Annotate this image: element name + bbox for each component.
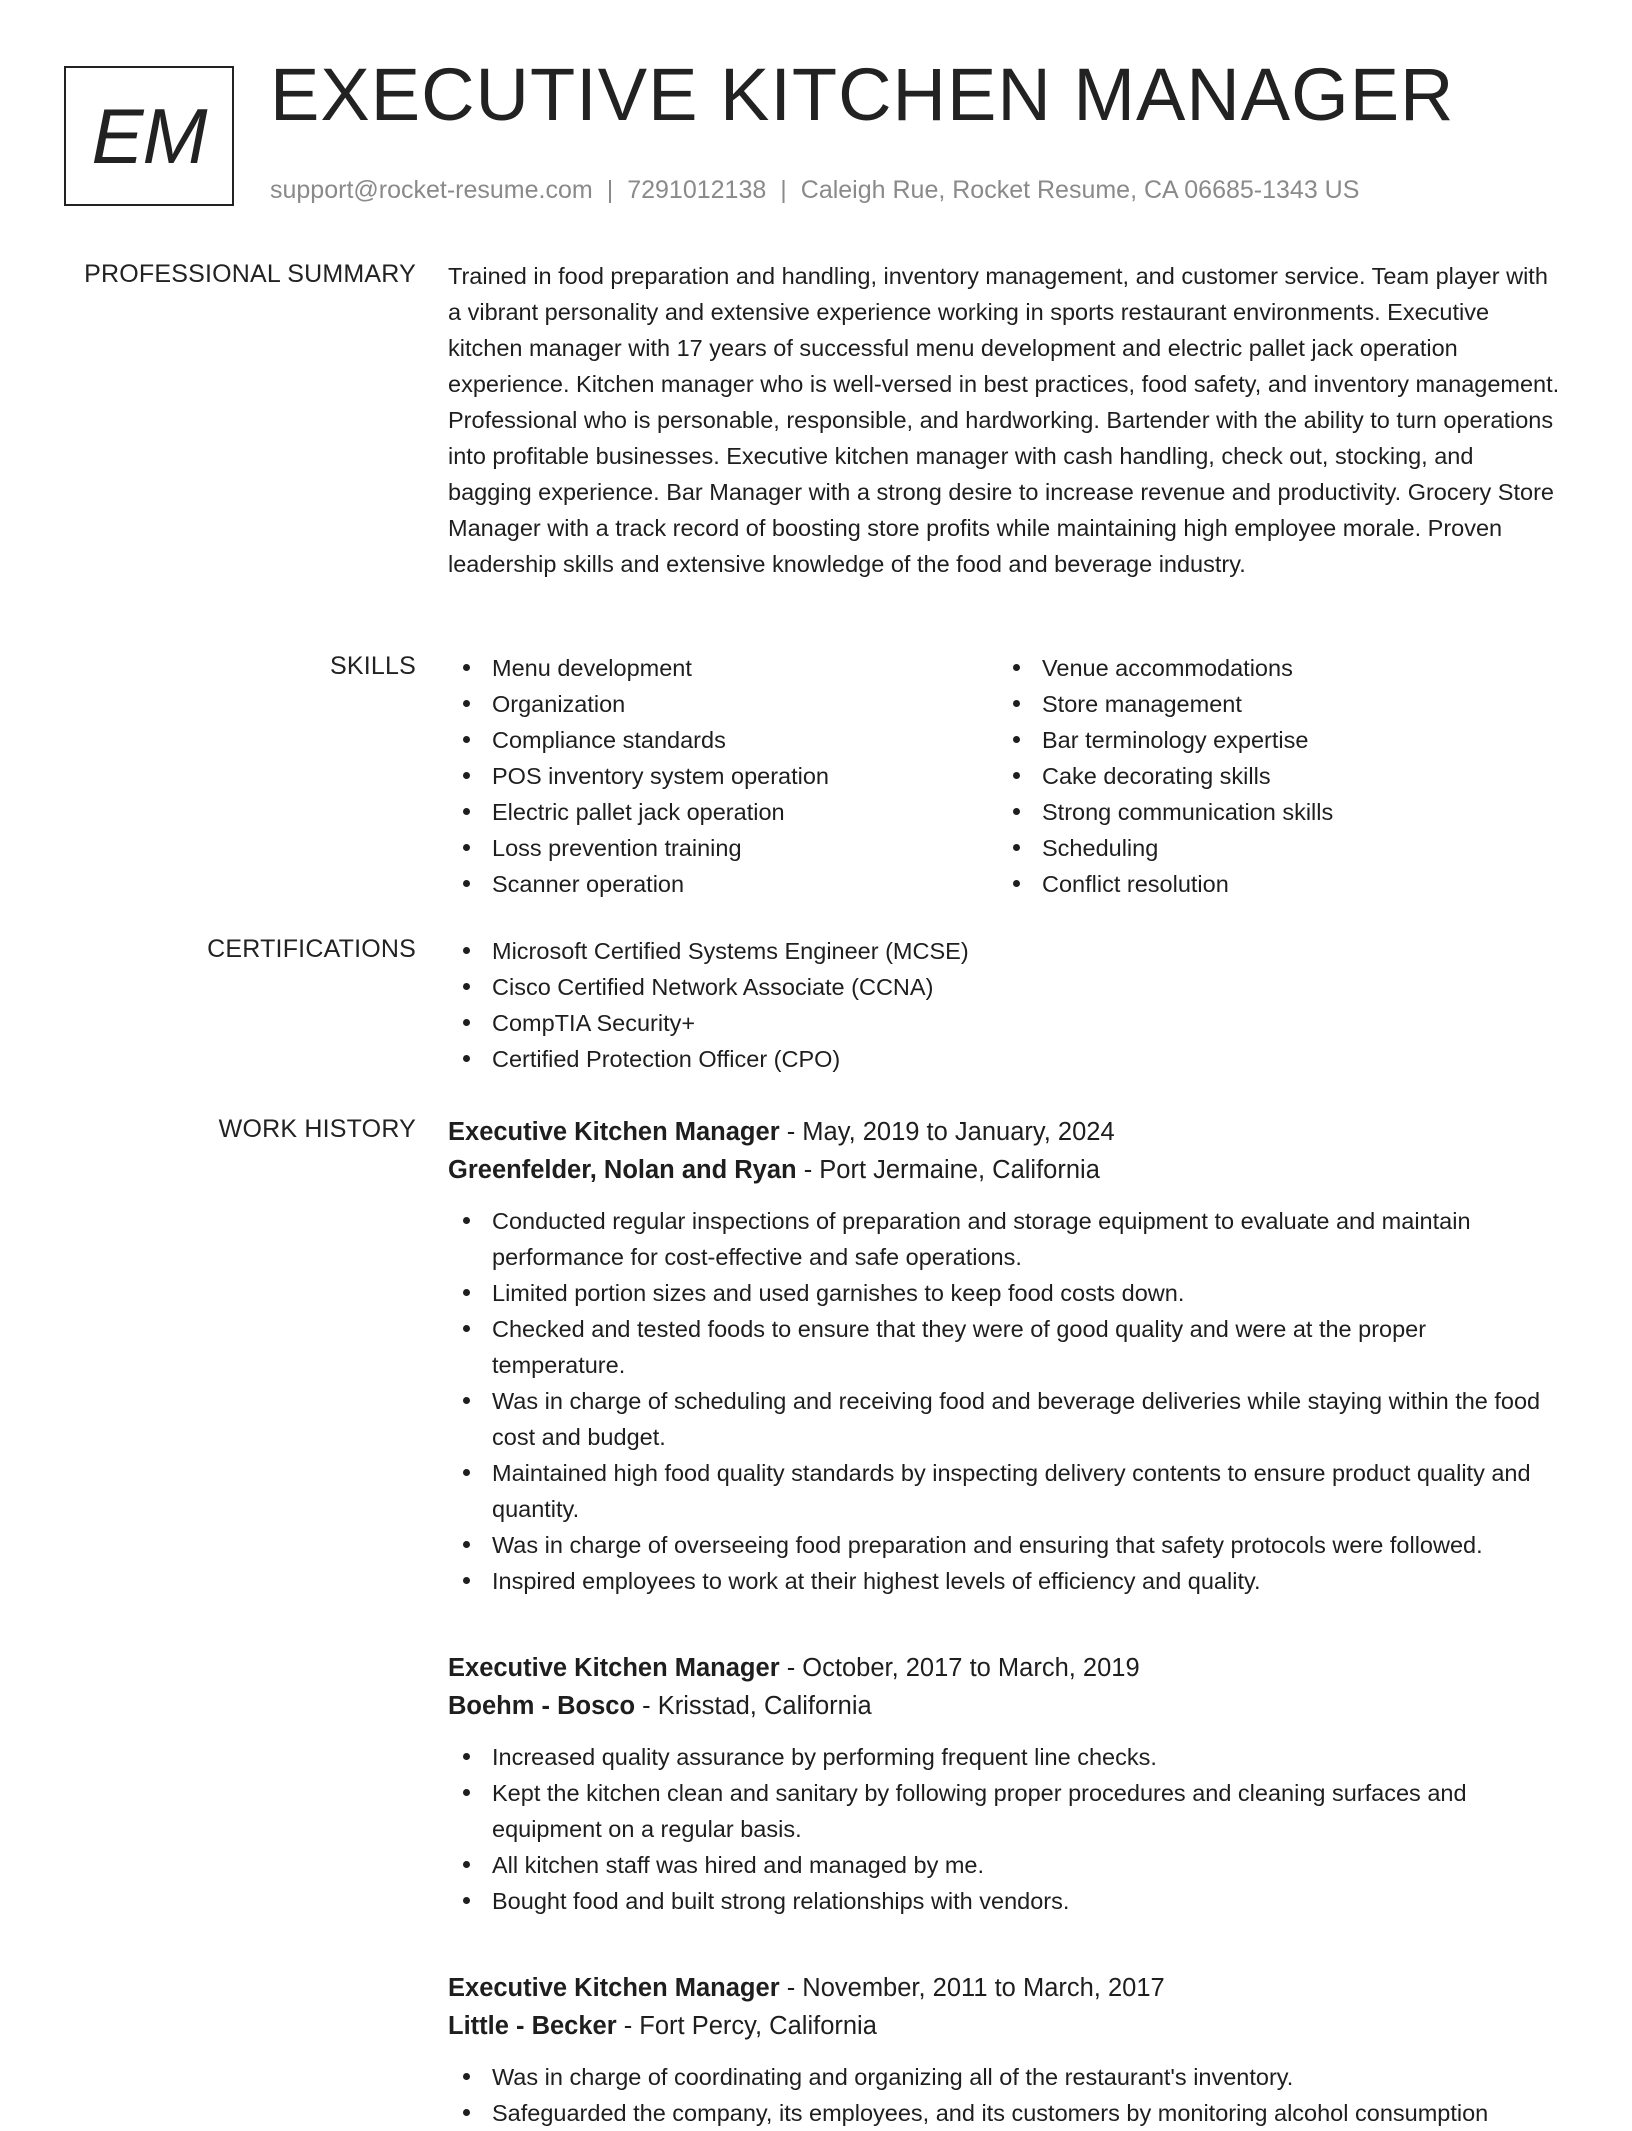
skill-item: POS inventory system operation — [448, 758, 998, 794]
contact-email: support@rocket-resume.com — [270, 176, 593, 204]
job-company-line — [448, 1687, 1563, 1725]
skill-item: Electric pallet jack operation — [448, 794, 998, 830]
job-duty-item: Limited portion sizes and used garnishes to keep food costs down. — [448, 1275, 1563, 1311]
skill-item: Compliance standards — [448, 722, 998, 758]
job-entry — [448, 1649, 1563, 1919]
contact-address: Caleigh Rue, Rocket Resume, CA 06685-1343 US — [800, 176, 1360, 204]
skills-list-right — [998, 650, 1548, 902]
job-duty-item: Checked and tested foods to ensure that they were of good quality and were at the proper temperature. — [448, 1311, 1563, 1383]
resume-title: EXECUTIVE KITCHEN MANAGER — [270, 53, 1455, 136]
skill-item: Bar terminology expertise — [998, 722, 1548, 758]
job-dates: - November, 2011 to March, 2017 — [779, 1974, 1165, 2002]
certification-item: Certified Protection Officer (CPO) — [448, 1041, 1563, 1077]
job-title: Executive Kitchen Manager — [448, 1654, 780, 1682]
skill-item: Strong communication skills — [998, 794, 1548, 830]
skill-item: Venue accommodations — [998, 650, 1548, 686]
job-company-line — [448, 1151, 1563, 1189]
skills-body — [448, 650, 1563, 902]
job-duty-item: Maintained high food quality standards by inspecting delivery contents to ensure product quality and quantity. — [448, 1455, 1563, 1527]
section-label-certifications: CERTIFICATIONS — [207, 935, 416, 963]
job-duties-list — [448, 1739, 1563, 1919]
skill-item: Cake decorating skills — [998, 758, 1548, 794]
section-label-work-history: WORK HISTORY — [218, 1115, 416, 1143]
job-dates: - October, 2017 to March, 2019 — [779, 1654, 1140, 1682]
certifications-body — [448, 933, 1563, 1077]
job-company: Greenfelder, Nolan and Ryan — [448, 1156, 797, 1184]
summary-text: Trained in food preparation and handling, inventory management, and customer service. Team player with a vibrant personality and extensive experience working in sports restaurant environments. Executive kitchen manager with 17 years of successful menu development and electric pallet jack operation experience. Kitchen manager who is well-versed in best practices, food safety, and inventory management. Professional who is personable, responsible, and hardworking. Bartender with the ability to turn operations into profitable businesses. Executive kitchen manager with cash handling, check out, stocking, and bagging experience. Bar Manager with a strong desire to increase revenue and productivity. Grocery Store Manager with a track record of boosting store profits while maintaining high employee morale. Proven leadership skills and extensive knowledge of the food and beverage industry. — [448, 263, 1560, 577]
job-location: - Krisstad, California — [635, 1692, 872, 1720]
job-duty-item: Was in charge of scheduling and receiving food and beverage deliveries while staying within the food cost and budget. — [448, 1383, 1563, 1455]
job-dates: - May, 2019 to January, 2024 — [779, 1118, 1115, 1146]
job-duty-item: Bought food and built strong relationships with vendors. — [448, 1883, 1563, 1919]
job-duty-item: All kitchen staff was hired and managed by me. — [448, 1847, 1563, 1883]
job-title-line — [448, 1113, 1563, 1151]
skill-item: Scheduling — [998, 830, 1548, 866]
certification-item: Cisco Certified Network Associate (CCNA) — [448, 969, 1563, 1005]
section-label-summary: PROFESSIONAL SUMMARY — [84, 260, 416, 288]
section-label-skills: SKILLS — [330, 652, 416, 680]
work-history-body — [448, 1113, 1563, 2131]
job-company: Boehm - Bosco — [448, 1692, 636, 1720]
certification-item: Microsoft Certified Systems Engineer (MCSE) — [448, 933, 1563, 969]
job-duty-item: Was in charge of coordinating and organizing all of the restaurant's inventory. — [448, 2059, 1563, 2095]
job-company: Little - Becker — [448, 2012, 617, 2040]
job-location: - Port Jermaine, California — [796, 1156, 1100, 1184]
contact-separator: | — [606, 176, 614, 204]
contact-separator: | — [780, 176, 787, 204]
job-entry — [448, 1969, 1563, 2131]
skill-item: Menu development — [448, 650, 998, 686]
job-title-line — [448, 1969, 1563, 2007]
skill-item: Loss prevention training — [448, 830, 998, 866]
job-duty-item: Safeguarded the company, its employees, and its customers by monitoring alcohol consumption — [448, 2095, 1563, 2131]
monogram-logo: EM — [64, 66, 234, 206]
job-duty-item: Increased quality assurance by performing frequent line checks. — [448, 1739, 1563, 1775]
job-title: Executive Kitchen Manager — [448, 1118, 780, 1146]
skill-item: Organization — [448, 686, 998, 722]
skill-item: Scanner operation — [448, 866, 998, 902]
job-duty-item: Kept the kitchen clean and sanitary by following proper procedures and cleaning surfaces and equipment on a regular basis. — [448, 1775, 1563, 1847]
job-entry — [448, 1113, 1563, 1599]
job-location: - Fort Percy, California — [616, 2012, 877, 2040]
contact-line — [270, 176, 1359, 205]
skill-item: Store management — [998, 686, 1548, 722]
job-company-line — [448, 2007, 1563, 2045]
summary-body — [448, 258, 1563, 582]
skill-item: Conflict resolution — [998, 866, 1548, 902]
certifications-list — [448, 933, 1563, 1077]
job-duty-item: Was in charge of overseeing food preparation and ensuring that safety protocols were followed. — [448, 1527, 1563, 1563]
job-duties-list — [448, 1203, 1563, 1599]
skills-list-left — [448, 650, 998, 902]
job-duty-item: Conducted regular inspections of preparation and storage equipment to evaluate and maintain performance for cost-effective and safe operations. — [448, 1203, 1563, 1275]
contact-phone: 7291012138 — [627, 176, 767, 204]
job-duties-list — [448, 2059, 1563, 2131]
job-title: Executive Kitchen Manager — [448, 1974, 780, 2002]
job-title-line — [448, 1649, 1563, 1687]
skills-grid — [448, 650, 1563, 902]
job-duty-item: Inspired employees to work at their highest levels of efficiency and quality. — [448, 1563, 1563, 1599]
certification-item: CompTIA Security+ — [448, 1005, 1563, 1041]
